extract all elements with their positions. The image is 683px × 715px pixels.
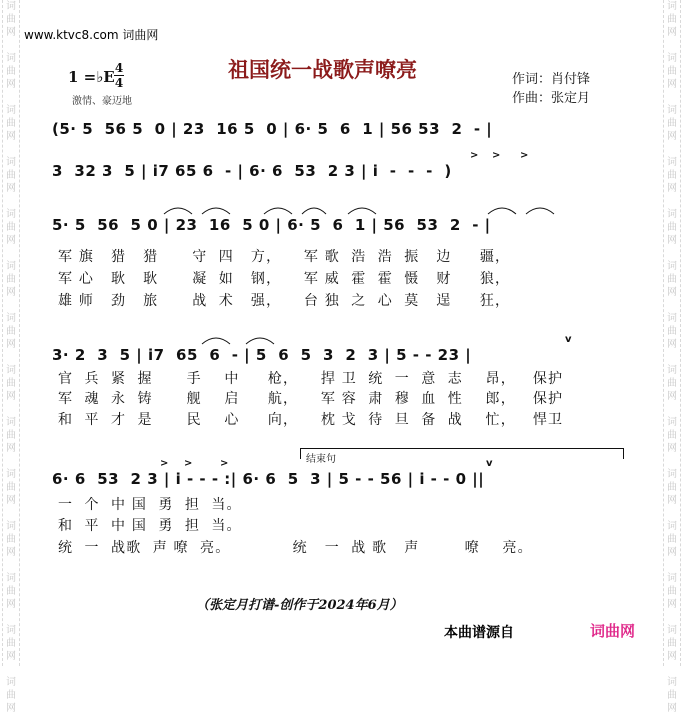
notation-row-2	[52, 150, 632, 184]
tempo-marking: 激情、豪迈地	[72, 96, 132, 107]
lyric-line-5: 军 魂 永 铸 舰 启 航， 军 容 肃 穆 血 性 郎， 保护	[58, 391, 564, 407]
svg-text:v: v	[486, 458, 494, 469]
svg-text:>: >	[520, 150, 529, 161]
brand-link[interactable]: 词曲网	[590, 622, 636, 640]
lyric-line-7: 一 个 中 国 勇 担 当。	[58, 497, 242, 513]
notation-row-3-text: 5· 5 56 5 0 | 23 16 5 0 | 6· 5 6 1 | 56 53 2 - |	[52, 216, 491, 234]
lyric-line-8: 和 平 中 国 勇 担 当。	[58, 518, 242, 534]
notation-row-5-text: 6· 6 53 2 3 | i - - - :| 6· 6 5 3 | 5 - - 56 | i - - 0 ||	[52, 470, 485, 488]
watermark-left: 词 曲 网 词 曲 网 词 曲 网 词 曲 网 词 曲 网 词 曲 网 词 曲 网 词 曲 网 词 曲 网 词 曲 网 词 曲 网 词 曲 网 词 曲 网 词 曲 网	[2, 0, 20, 666]
notation-row-4	[52, 334, 632, 368]
svg-text:v: v	[565, 334, 573, 345]
svg-text:>: >	[492, 150, 501, 161]
source-label: 本曲谱源自	[444, 625, 514, 641]
notation-row-4-text: 3· 2 3 5 | i7 65 6 - | 5 6 5 3 2 3 | 5 - - 23 |	[52, 346, 472, 364]
notation-row-3	[52, 216, 632, 238]
svg-text:>: >	[160, 458, 169, 469]
watermark-right: 词 曲 网 词 曲 网 词 曲 网 词 曲 网 词 曲 网 词 曲 网 词 曲 网 词 曲 网 词 曲 网 词 曲 网 词 曲 网 词 曲 网 词 曲 网 词 曲 网	[663, 0, 681, 666]
svg-text:>: >	[184, 458, 193, 469]
notation-row-2-text: 3 32 3 5 | i7 65 6 - | 6· 6 53 2 3 | i - - - )	[52, 162, 452, 180]
time-signature-bottom: 4	[114, 76, 124, 90]
time-signature	[114, 62, 124, 89]
lyric-line-1: 军 旗 猎 猎 守 四 方， 军 歌 浩 浩 振 边 疆，	[58, 249, 511, 265]
lyric-line-6: 和 平 才 是 民 心 向， 枕 戈 待 旦 备 战 忙， 悍卫	[58, 412, 564, 428]
lyricist-credit: 作词：肖付锋	[512, 72, 591, 87]
key-signature: 1 =♭E	[68, 68, 115, 86]
lyric-line-9: 统 一 战歌 声 嘹 亮。 统 一 战 歌 声 嘹 亮。	[58, 540, 533, 556]
notation-row-1-text: (5· 5 56 5 0 | 23 16 5 0 | 6· 5 6 1 | 56 53 2 - |	[52, 120, 493, 138]
arranger-note: （张定月打谱-创作于2024年6月）	[196, 598, 403, 613]
composer-credit: 作曲：张定月	[512, 91, 591, 106]
lyric-line-4: 官 兵 紧 握 手 中 枪， 捍 卫 统 一 意 志 昂， 保护	[58, 371, 564, 387]
time-signature-top: 4	[114, 61, 124, 75]
notation-row-1	[52, 120, 632, 142]
lyric-line-2: 军 心 耿 耿 凝 如 钢， 军 威 霍 霍 慑 财 狼，	[58, 271, 511, 287]
svg-text:>: >	[220, 458, 229, 469]
site-url[interactable]: www.ktvc8.com 词曲网	[24, 28, 159, 42]
accent-marks-row-5	[52, 454, 632, 470]
accent-marks-row-2	[52, 146, 632, 162]
svg-text:>: >	[470, 150, 479, 161]
lyric-line-3: 雄 师 劲 旅 战 术 强， 台 独 之 心 莫 逞 狂，	[58, 293, 511, 309]
slur-marks-row-4	[52, 330, 632, 346]
ending-label: 结束句	[306, 454, 336, 465]
slur-marks-row-3	[52, 200, 632, 216]
song-title: 祖国统一战歌声嘹亮	[228, 58, 417, 82]
